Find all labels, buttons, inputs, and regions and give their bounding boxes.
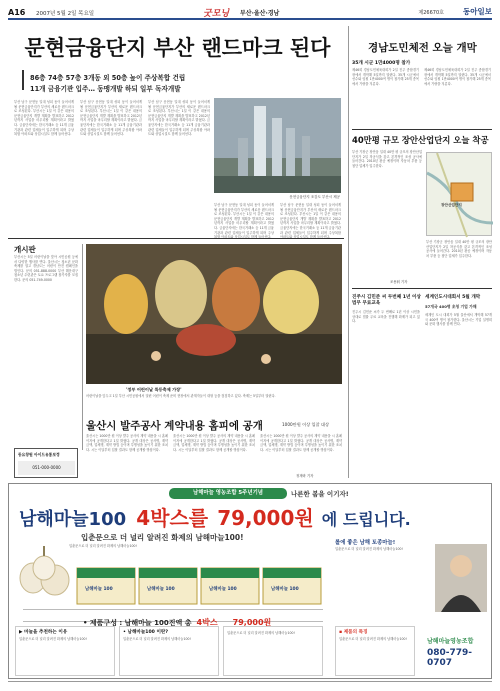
right-headline-1: 경남도민체전 오늘 개막 <box>368 42 477 54</box>
price-label: • 제품구성 : 남해마늘 100진액 총 <box>83 619 192 627</box>
middle-body-col-3: 울산시는 1000만 원 이상 발주 공사의 계약 내용을 시 홈페이지에 공개한다고 1일 밝혔다. 공개 대상은 공사명, 계약 금액, 업체명, 계약 방법 등이며 투명성을 높이기 위한 조치다. 시는 이달부터 입찰 결과도 함께 공개할 방침이다. <box>260 434 342 452</box>
middle-body-col-2: 울산시는 1000만 원 이상 발주 공사의 계약 내용을 시 홈페이지에 공개한다고 1일 밝혔다. 공개 대상은 공사명, 계약 금액, 업체명, 계약 방법 등이며 투명성을 높이기 위한 조치다. 시는 이달부터 입찰 결과도 함께 공개할 방침이다. <box>173 434 255 452</box>
divider <box>8 238 344 239</box>
box-label-1: 남해마늘 100 <box>85 587 113 592</box>
issue-date: 2007년 5월 2일 목요일 <box>36 11 95 17</box>
ad-feature-title: ▪ 제품의 특징 <box>339 630 368 635</box>
right-subhead-4: 57개국 400명 초청 기업 가해 <box>425 304 477 309</box>
ad-extra-body: 입춘문으로 더 널리 알려진 화제의 남해마늘100! <box>227 631 295 635</box>
main-body-col-2: 부산 남구 문현동 일대 성되 동이 들어서게 될 문현금융단지가 부산의 새로운 랜드마크로 조성된다. 부산시는 1일 이 같은 내용의 문현금융단지 개발 계획을 발표하고 2012년까지 사업을 마무리할 계획이라고 밝혔다. 금융단지에는 한국거래소 등 11개 금융기관과 관련 업체들이 입주하게 되며 주상복합 아파트와 상업시설도 함께 들어선다. <box>80 100 142 137</box>
middle-body-col-1: 울산시는 1000만 원 이상 발주 공사의 계약 내용을 시 홈페이지에 공개한다고 1일 밝혔다. 공개 대상은 공사명, 계약 금액, 업체명, 계약 방법 등이며 투명성을 높이기 위한 조치다. 시는 이달부터 입찰 결과도 함께 공개할 방침이다. <box>86 434 168 452</box>
right-body-2b: 부산 기장군 장안읍 일대 40만 평 규모의 장안산업단지가 2일 착공식을 갖고 본격적인 조성 공사에 들어간다. 2010년 완공 예정이며 자동차 부품 등 첨단 업체가 입주한다. <box>426 240 492 258</box>
site-map <box>426 152 492 236</box>
ad-phone: 080-779-0707 <box>427 648 473 668</box>
ad-info-title: • 남해마늘100 이란? <box>123 630 169 635</box>
paper-name: 동아일보 <box>463 7 492 16</box>
bulletin-body: 부산시는 5일 어린이날을 맞아 시민공원 등에서 다양한 행사를 연다. 울산시는 청소년 문화 축제를 열고 경남도는 어린이 안전 캠페인을 벌인다. 문의 051-888-0000 부산 해운대구 청소년 수련관은 토요 프로그램 참가자를 모집한다. 문의 051-749-0000 <box>14 255 78 282</box>
middle-subhead: 1000만원 이상 입찰 대상 <box>282 422 330 427</box>
divider <box>352 129 492 130</box>
ad-anniversary-banner: 남해마늘 영농조합 5주년기념 <box>169 488 287 499</box>
ad-tagline: 나른한 봄을 이기자! <box>291 490 349 498</box>
garlic-illustration <box>15 542 75 598</box>
ad-benefits-title: ▶ 마늘을 추천하는 이유 <box>19 630 68 635</box>
ad-headline-product: 남해마늘100 <box>19 509 127 530</box>
box-label-3: 남해마늘 100 <box>209 587 237 592</box>
ad-info-box <box>119 626 219 676</box>
ad-headline-price: 79,000원 <box>217 506 314 530</box>
tower-illustration <box>214 98 341 193</box>
ad-extra-box <box>223 626 323 676</box>
box-label-2: 남해마늘 100 <box>147 587 175 592</box>
photo-story-body: 어린이날을 앞두고 1일 부산 시민공원에서 열린 어린이 축제 준비 현장에서 관계자들이 대형 등을 점검하고 있다. 축제는 5일부터 열린다. <box>86 394 276 398</box>
right-body-4: 세계인 도시 대회가 5월 울산에서 개막해 57개국 400여 명이 참가한다. 울산시는 기업 설명회와 문화 행사를 함께 연다. <box>425 313 492 327</box>
ad-right-body: 입춘문으로 더 널리 알려진 화제의 남해마늘100! <box>335 547 403 551</box>
edition-number: 제26670호 <box>418 10 444 16</box>
divider <box>82 244 83 450</box>
ad-feature-box <box>335 626 415 676</box>
middle-reporter: 정재락 기자 <box>296 474 314 478</box>
ad-benefits-box <box>15 626 115 676</box>
divider <box>352 288 492 289</box>
ad-headline-end: 에 드립니다. <box>321 510 411 529</box>
ad-right-title: 롤에 좋은 남해 토종마늘! <box>335 540 396 546</box>
main-subhead-2: 11개 금융기관 입주… 동맹개발 하되 일부 독자개발 <box>30 85 181 93</box>
map-illustration <box>427 153 493 237</box>
ad-headline <box>19 502 483 528</box>
masthead <box>8 4 492 20</box>
ad-right-panel <box>335 538 489 618</box>
price-bar <box>23 609 323 627</box>
garlic-image <box>15 542 75 598</box>
main-photo <box>214 98 341 193</box>
price-value: 79,000원 <box>232 618 272 627</box>
main-body-col-3: 부산 남구 문현동 일대 성되 동이 들어서게 될 문현금융단지가 부산의 새로운 랜드마크로 조성된다. 부산시는 1일 이 같은 내용의 문현금융단지 개발 계획을 발표하고 2012년까지 사업을 마무리할 계획이라고 밝혔다. 금융단지에는 한국거래소 등 11개 금융기관과 관련 업체들이 입주하게 되며 주상복합 아파트와 상업시설도 함께 들어선다. <box>148 100 210 137</box>
ad-contact <box>419 634 489 672</box>
notice-title: 동요창원 아이드유통보정 <box>18 452 60 457</box>
right-headline-3: 진주시 김민준 씨 두번째 1년 이상 법무 무료교육 <box>352 295 421 306</box>
ad-subtitle: 입춘문으로 더 널리 알려진 화제의 남해마늘100! <box>81 533 244 542</box>
section-title: 굿모닝 <box>203 9 230 19</box>
right-reporter: 조용휘 기자 <box>390 280 408 284</box>
box-label-4: 남해마늘 100 <box>271 587 299 592</box>
page-number: A16 <box>8 8 26 17</box>
product-boxes <box>75 562 331 606</box>
section-region: 부산·울산·경남 <box>240 10 280 17</box>
garlic-advertisement <box>8 483 492 679</box>
main-body-col-4: 부산 남구 문현동 일대 성되 동이 들어서게 될 문현금융단지가 부산의 새로운 랜드마크로 조성된다. 부산시는 1일 이 같은 내용의 문현금융단지 개발 계획을 발표하고 2012년까지 사업을 마무리할 계획이라고 밝혔다. 금융단지에는 한국거래소 등 11개 금융기관과 관련 업체들이 입주하게 되며 주상 <box>214 203 274 235</box>
main-subhead-1: 86층 74층 57층 3개동 외 50층 높이 주상복합 건립 <box>30 74 186 82</box>
product-box-illustration <box>75 562 331 606</box>
ad-headline-qty: 4박스를 <box>136 506 209 530</box>
ad-info-body: 입춘문으로 더 널리 알려진 화제의 남해마늘100! <box>123 637 191 641</box>
photo-story <box>86 244 342 419</box>
main-headline: 문현금융단지 부산 랜드마크 된다 <box>24 36 331 60</box>
notice-phone: 051-000-0000 <box>18 461 75 475</box>
right-subhead-1: 35개 시군 1만4000명 참가 <box>352 61 411 66</box>
festival-illustration <box>86 244 342 384</box>
festival-photo <box>86 244 342 384</box>
right-column <box>352 26 492 478</box>
right-body-3: 진주시 김민준 씨가 두 번째로 1년 이상 시민을 상대로 법률 무료 교육을 진행해 화제가 되고 있다. <box>352 310 420 324</box>
right-body-1a: 제46회 경남도민체육대회가 2일 진주 종합경기장에서 개막해 5일까지 열린다. 35개 시군에서 선수와 임원 1만4000여 명이 참가해 25개 종목에서 기량을 겨룬다. <box>352 68 419 86</box>
notice-box <box>14 448 78 478</box>
middle-story <box>86 418 342 480</box>
main-body-col-1: 부산 남구 문현동 일대 성되 동이 들어서게 될 문현금융단지가 부산의 새로운 랜드마크로 조성된다. 부산시는 1일 이 같은 내용의 문현금융단지 개발 계획을 발표하고 2012년까지 사업을 마무리할 계획이라고 밝혔다. 금융단지에는 한국거래소 등 11개 금융기관과 관련 업체들이 입주하게 되며 주상복합 아파트와 상업시설도 함께 들어선다. <box>14 100 74 137</box>
person-illustration <box>435 544 487 612</box>
bulletin-board <box>14 244 78 444</box>
footer-rule <box>8 681 492 682</box>
ad-benefits-body: 입춘문으로 더 널리 알려진 화제의 남해마늘100! <box>19 637 87 641</box>
ad-feature-body: 입춘문으로 더 널리 알려진 화제의 남해마늘100! <box>339 637 407 641</box>
map-label: 장안산업단지 <box>441 203 462 207</box>
middle-headline: 울산시 발주공사 계약내용 홈피에 공개 <box>86 420 263 432</box>
photo-story-caption: '정부 어린이날 특등축제 가장' <box>126 387 182 392</box>
divider <box>348 26 349 478</box>
right-headline-2: 40만평 규모 장안산업단지 오늘 착공 <box>352 135 489 145</box>
price-qty: 4박스 <box>196 618 218 627</box>
subhead-rule <box>22 70 30 90</box>
right-headline-4: 세계인도시대회서 5월 개막 <box>425 295 481 300</box>
ad-brand: 남해마늘영농조합 <box>427 638 474 645</box>
right-body-1b: 제46회 경남도민체육대회가 2일 진주 종합경기장에서 개막해 5일까지 열린다. 35개 시군에서 선수와 임원 1만4000여 명이 참가해 25개 종목에서 기량을 겨룬다. <box>424 68 491 86</box>
main-photo-caption: 문현금융단지 조감도 부산시 제공 <box>289 195 340 199</box>
right-body-2a: 부산 기장군 장안읍 일대 40만 평 규모의 장안산업단지가 2일 착공식을 갖고 본격적인 조성 공사에 들어간다. 2010년 완공 예정이며 자동차 부품 등 첨단 업체가 입주한다. <box>352 150 422 168</box>
main-story <box>14 26 341 236</box>
main-body-col-5: 부산 남구 문현동 일대 성되 동이 들어서게 될 문현금융단지가 부산의 새로운 랜드마크로 조성된다. 부산시는 1일 이 같은 내용의 문현금융단지 개발 계획을 발표하고 2012년까지 사업을 마무리할 계획이라고 밝혔다. 금융단지에는 한국거래소 등 11개 금융기관과 관련 업체들이 입주하게 되며 주상복합 <box>280 203 341 235</box>
bulletin-title: 개시판 <box>14 245 36 254</box>
spokesperson-photo <box>435 544 487 612</box>
ad-intro-text: 입춘문으로 더 널리 알려진 화제의 남해마늘100! <box>69 544 137 548</box>
